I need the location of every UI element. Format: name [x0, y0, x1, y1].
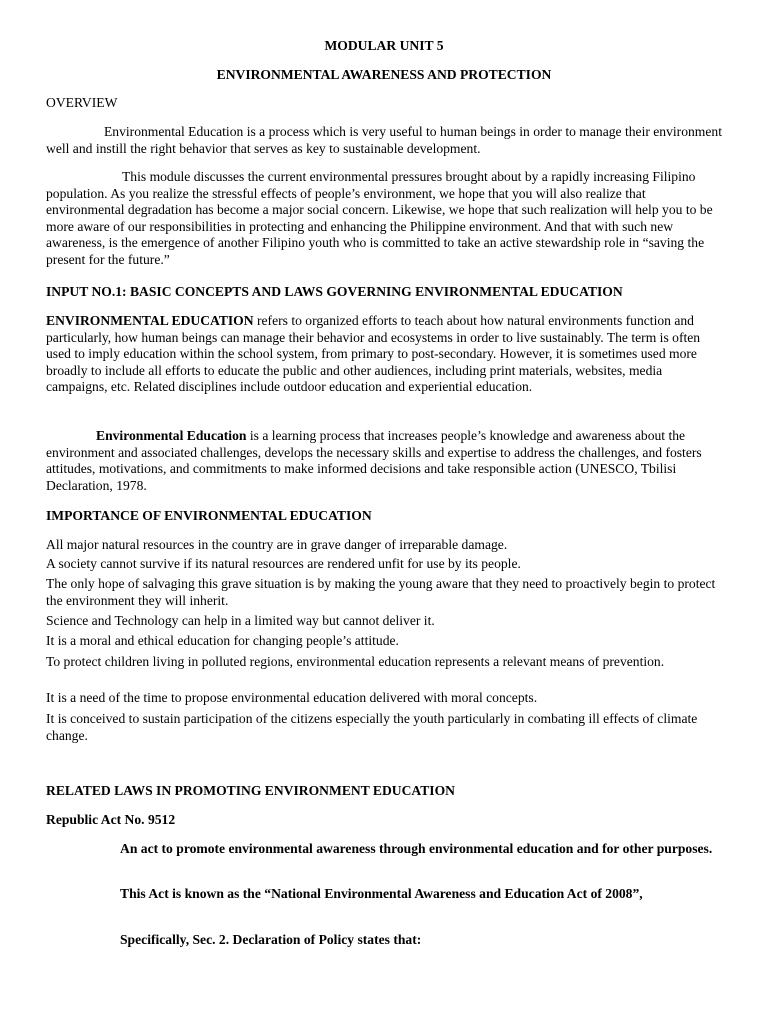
republic-act-heading: Republic Act No. 9512 [46, 812, 176, 827]
input1-heading: INPUT NO.1: BASIC CONCEPTS AND LAWS GOVERNING ENVIRONMENTAL EDUCATION [46, 284, 623, 299]
republic-act-paragraph-2: This Act is known as the “National Environmental Awareness and Education Act of 2008”, [120, 886, 643, 901]
importance-item: It is a need of the time to propose environmental education delivered with moral concepts. [46, 690, 538, 705]
ee-definition-2-term: Environmental Education [96, 428, 247, 443]
importance-item: It is a moral and ethical education for changing people’s attitude. [46, 633, 399, 648]
importance-item: To protect children living in polluted regions, environmental education represents a relevant means of prevention. [46, 654, 665, 669]
overview-heading: OVERVIEW [46, 95, 118, 110]
importance-item: A society cannot survive if its natural resources are rendered unfit for use by its people. [46, 556, 521, 571]
overview-paragraph-2: This module discusses the current environmental pressures brought about by a rapidly increasing Filipino population. As you realize the stressful effects of people’s environment, we hope that you will also realize that environmental degradation has become a major social concern. Likewise, we hope that such realization will help you to be more aware of our responsibilities in protecting and enhancing the Philippine environment. And that with such new awareness, is the emergence of another Filipino youth who is committed to take an active stewardship role in “saving the present for the future.” [46, 169, 713, 267]
unit-title: MODULAR UNIT 5 [324, 38, 444, 53]
ee-definition-1 [46, 313, 726, 396]
document-subtitle: ENVIRONMENTAL AWARENESS AND PROTECTION [216, 67, 552, 82]
importance-item: It is conceived to sustain participation of the citizens especially the youth particularly in combating ill effects of climate change. [46, 711, 698, 743]
related-laws-heading: RELATED LAWS IN PROMOTING ENVIRONMENT EDUCATION [46, 783, 455, 798]
republic-act-paragraph-3: Specifically, Sec. 2. Declaration of Policy states that: [120, 932, 422, 947]
overview-paragraph-1: Environmental Education is a process which is very useful to human beings in order to manage their environment well and instill the right behavior that serves as key to sustainable development. [46, 124, 722, 156]
ee-definition-2-body: is a learning process that increases people’s knowledge and awareness about the environment and associated challenges, develops the necessary skills and expertise to address the challenges, and fosters attitudes, motivations, and commitments to make informed decisions and take responsible action (UNESCO, Tbilisi Declaration, 1978. [46, 428, 702, 493]
ee-definition-1-body: refers to organized efforts to teach about how natural environments function and particularly, how human beings can manage their behavior and ecosystems in order to live sustainably. The term is often used to imply education within the school system, from primary to post-secondary. However, it is sometimes used more broadly to include all efforts to educate the public and other audiences, including print materials, websites, media campaigns, etc. Related disciplines include outdoor education and experiential education. [46, 313, 701, 394]
importance-heading: IMPORTANCE OF ENVIRONMENTAL EDUCATION [46, 508, 372, 523]
ee-definition-1-term: ENVIRONMENTAL EDUCATION [46, 313, 254, 328]
republic-act-paragraph-1: An act to promote environmental awareness through environmental education and for other purposes. [120, 841, 713, 856]
importance-item: Science and Technology can help in a limited way but cannot deliver it. [46, 613, 435, 628]
ee-definition-2 [46, 428, 726, 494]
importance-item: The only hope of salvaging this grave situation is by making the young aware that they need to proactively begin to protect the environment they will inherit. [46, 576, 716, 608]
importance-item: All major natural resources in the country are in grave danger of irreparable damage. [46, 537, 508, 552]
